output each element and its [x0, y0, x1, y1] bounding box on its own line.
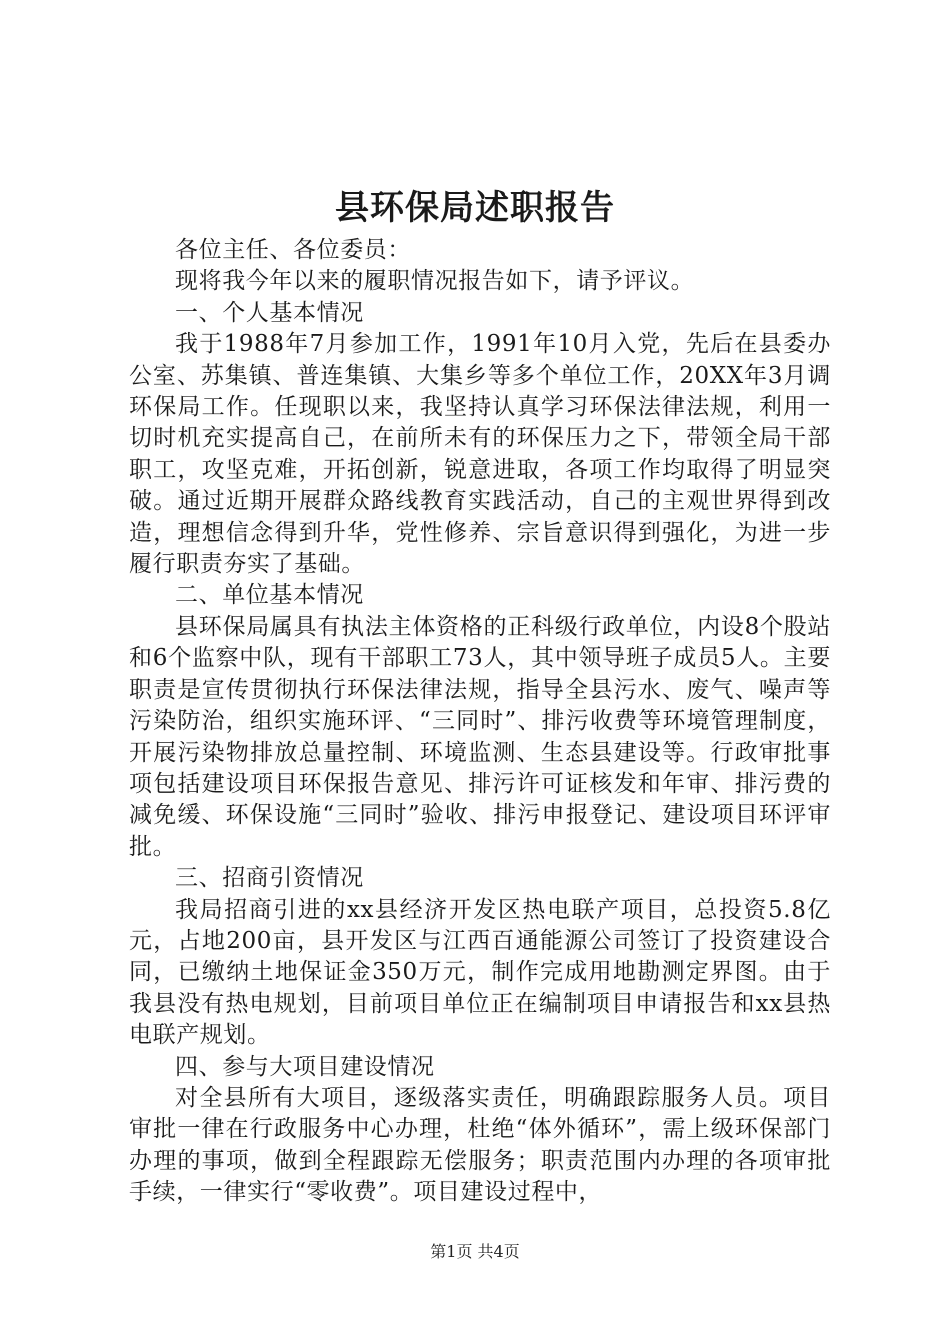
- intro-paragraph: 现将我今年以来的履职情况报告如下，请予评议。: [175, 268, 695, 295]
- section-2-paragraph: 县环保局属具有执法主体资格的正科级行政单位，内设8个股站和6个监察中队，现有干部职工73人，其中领导班子成员5人。主要职责是宣传贯彻执行环保法律法规，指导全县污水、废气、噪声等污染防治，组织实施环评、“三同时”、排污收费等环境管理制度，开展污染物排放总量控制、环境监测、生态县建设等。行政审批事项包括建设项目环保报告意见、排污许可证核发和年审、排污费的减免缓、环保设施“三同时”验收、排污申报登记、建设项目环评审批。: [129, 613, 831, 860]
- section-heading-2: 二、单位基本情况: [175, 582, 364, 609]
- greeting: 各位主任、各位委员：: [175, 237, 411, 263]
- page-number-footer: 第1页 共4页: [430, 1242, 520, 1261]
- section-heading-1: 一、个人基本情况: [175, 299, 364, 326]
- section-1-paragraph: 我于1988年7月参加工作，1991年10月入党，先后在县委办公室、苏集镇、普连集镇、大集乡等多个单位工作，20XX年3月调环保局工作。任现职以来，我坚持认真学习环保法律法规，利用一切时机充实提高自己，在前所未有的环保压力之下，带领全局干部职工，攻坚克难，开拓创新，锐意进取，各项工作均取得了明显突破。通过近期开展群众路线教育实践活动，自己的主观世界得到改造，理想信念得到升华，党性修养、宗旨意识得到强化，为进一步履行职责夯实了基础。: [129, 331, 831, 578]
- section-4-paragraph: 对全县所有大项目，逐级落实责任，明确跟踪服务人员。项目审批一律在行政服务中心办理，杜绝“体外循环”，需上级环保部门办理的事项，做到全程跟踪无偿服务；职责范围内办理的各项审批手续，一律实行“零收费”。项目建设过程中，: [129, 1084, 831, 1206]
- section-heading-4: 四、参与大项目建设情况: [175, 1053, 435, 1080]
- document-body: [129, 235, 831, 1209]
- section-3-paragraph: 我局招商引进的xx县经济开发区热电联产项目，总投资5.8亿元，占地200亩，县开发区与江西百通能源公司签订了投资建设合同，已缴纳土地保证金350万元，制作完成用地勘测定界图。由于我县没有热电规划，目前项目单位正在编制项目申请报告和xx县热电联产规划。: [129, 896, 831, 1049]
- section-heading-3: 三、招商引资情况: [175, 865, 364, 892]
- document-title: 县环保局述职报告: [335, 188, 615, 228]
